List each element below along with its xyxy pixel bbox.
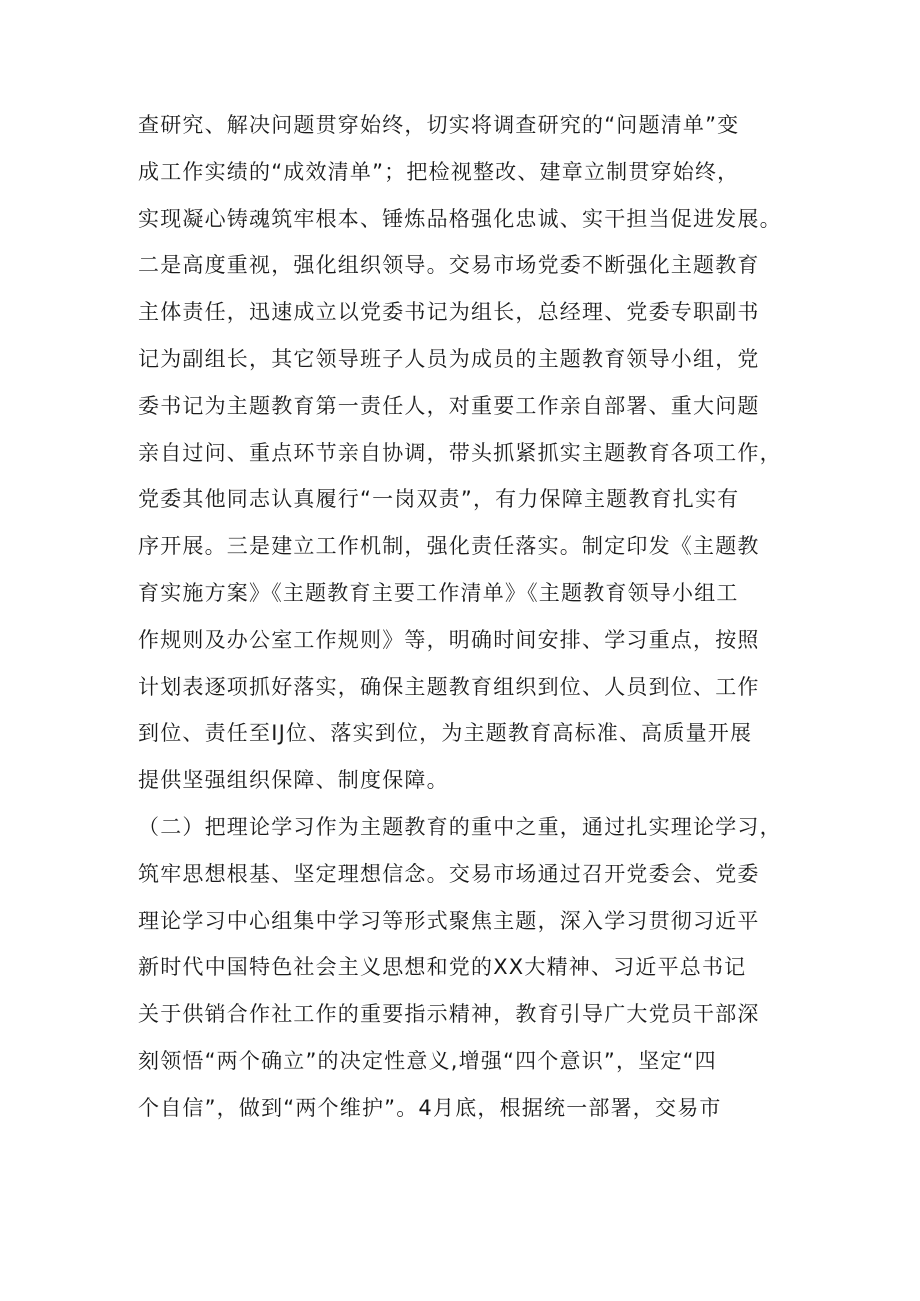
text-line: 查研究、解决问题贯穿始终，切实将调查研究的“问题清单”变	[138, 113, 740, 137]
text-line: 育实施方案》《主题教育主要工作清单》《主题教育领导小组工	[138, 580, 739, 605]
text-line: 作规则及办公室工作规则》等，明确时间安排、学习重点，按照	[138, 627, 760, 652]
text-line: 记为副组长，其它领导班子人员为成员的主题教育领导小组，党	[138, 346, 760, 371]
text-line: 成工作实绩的“成效清单”；把检视整改、建章立制贯穿始终，	[138, 159, 740, 184]
text-line: 刻领悟“两个确立”的决定性意义,增强“四个意识”，坚定“四	[138, 1048, 717, 1073]
text-line: 二是高度重视，强化组织领导。交易市场党委不断强化主题教育	[138, 253, 760, 278]
text-line: 个自信”，做到“两个维护”。4月底，根据统一部署，交易市	[138, 1095, 722, 1120]
text-line: （二）把理论学习作为主题教育的重中之重，通过扎实理论学习，	[138, 814, 782, 839]
body-text	[138, 102, 798, 1132]
text-line: 理论学习中心组集中学习等形式聚焦主题，深入学习贯彻习近平	[138, 908, 760, 933]
text-line: 亲自过问、重点环节亲自协调，带头抓紧抓实主题教育各项工作，	[138, 440, 782, 465]
text-line: 主体责任，迅速成立以党委书记为组长，总经理、党委专职副书	[138, 300, 760, 325]
text-line: 到位、责任至IJ位、落实到位，为主题教育高标准、高质量开展	[138, 721, 753, 746]
text-line: 提供坚强组织保障、制度保障。	[138, 768, 449, 793]
text-line: 关于供销合作社工作的重要指示精神，教育引导广大党员干部深	[138, 1002, 760, 1027]
text-line: 委书记为主题教育第一责任人，对重要工作亲自部署、重大问题	[138, 393, 760, 418]
text-line: 序开展。三是建立工作机制，强化责任落实。制定印发《主题教	[138, 534, 760, 559]
text-line: 新时代中国特色社会主义思想和党的XX大精神、习近平总书记	[138, 955, 747, 980]
text-line: 实现凝心铸魂筑牢根本、锤炼品格强化忠诚、实干担当促进发展。	[138, 206, 782, 231]
text-line: 党委其他同志认真履行“一岗双责”，有力保障主题教育扎实有	[138, 487, 740, 512]
text-line: 筑牢思想根基、坚定理想信念。交易市场通过召开党委会、党委	[138, 861, 760, 886]
text-line: 计划表逐项抓好落实，确保主题教育组织到位、人员到位、工作	[138, 674, 760, 699]
